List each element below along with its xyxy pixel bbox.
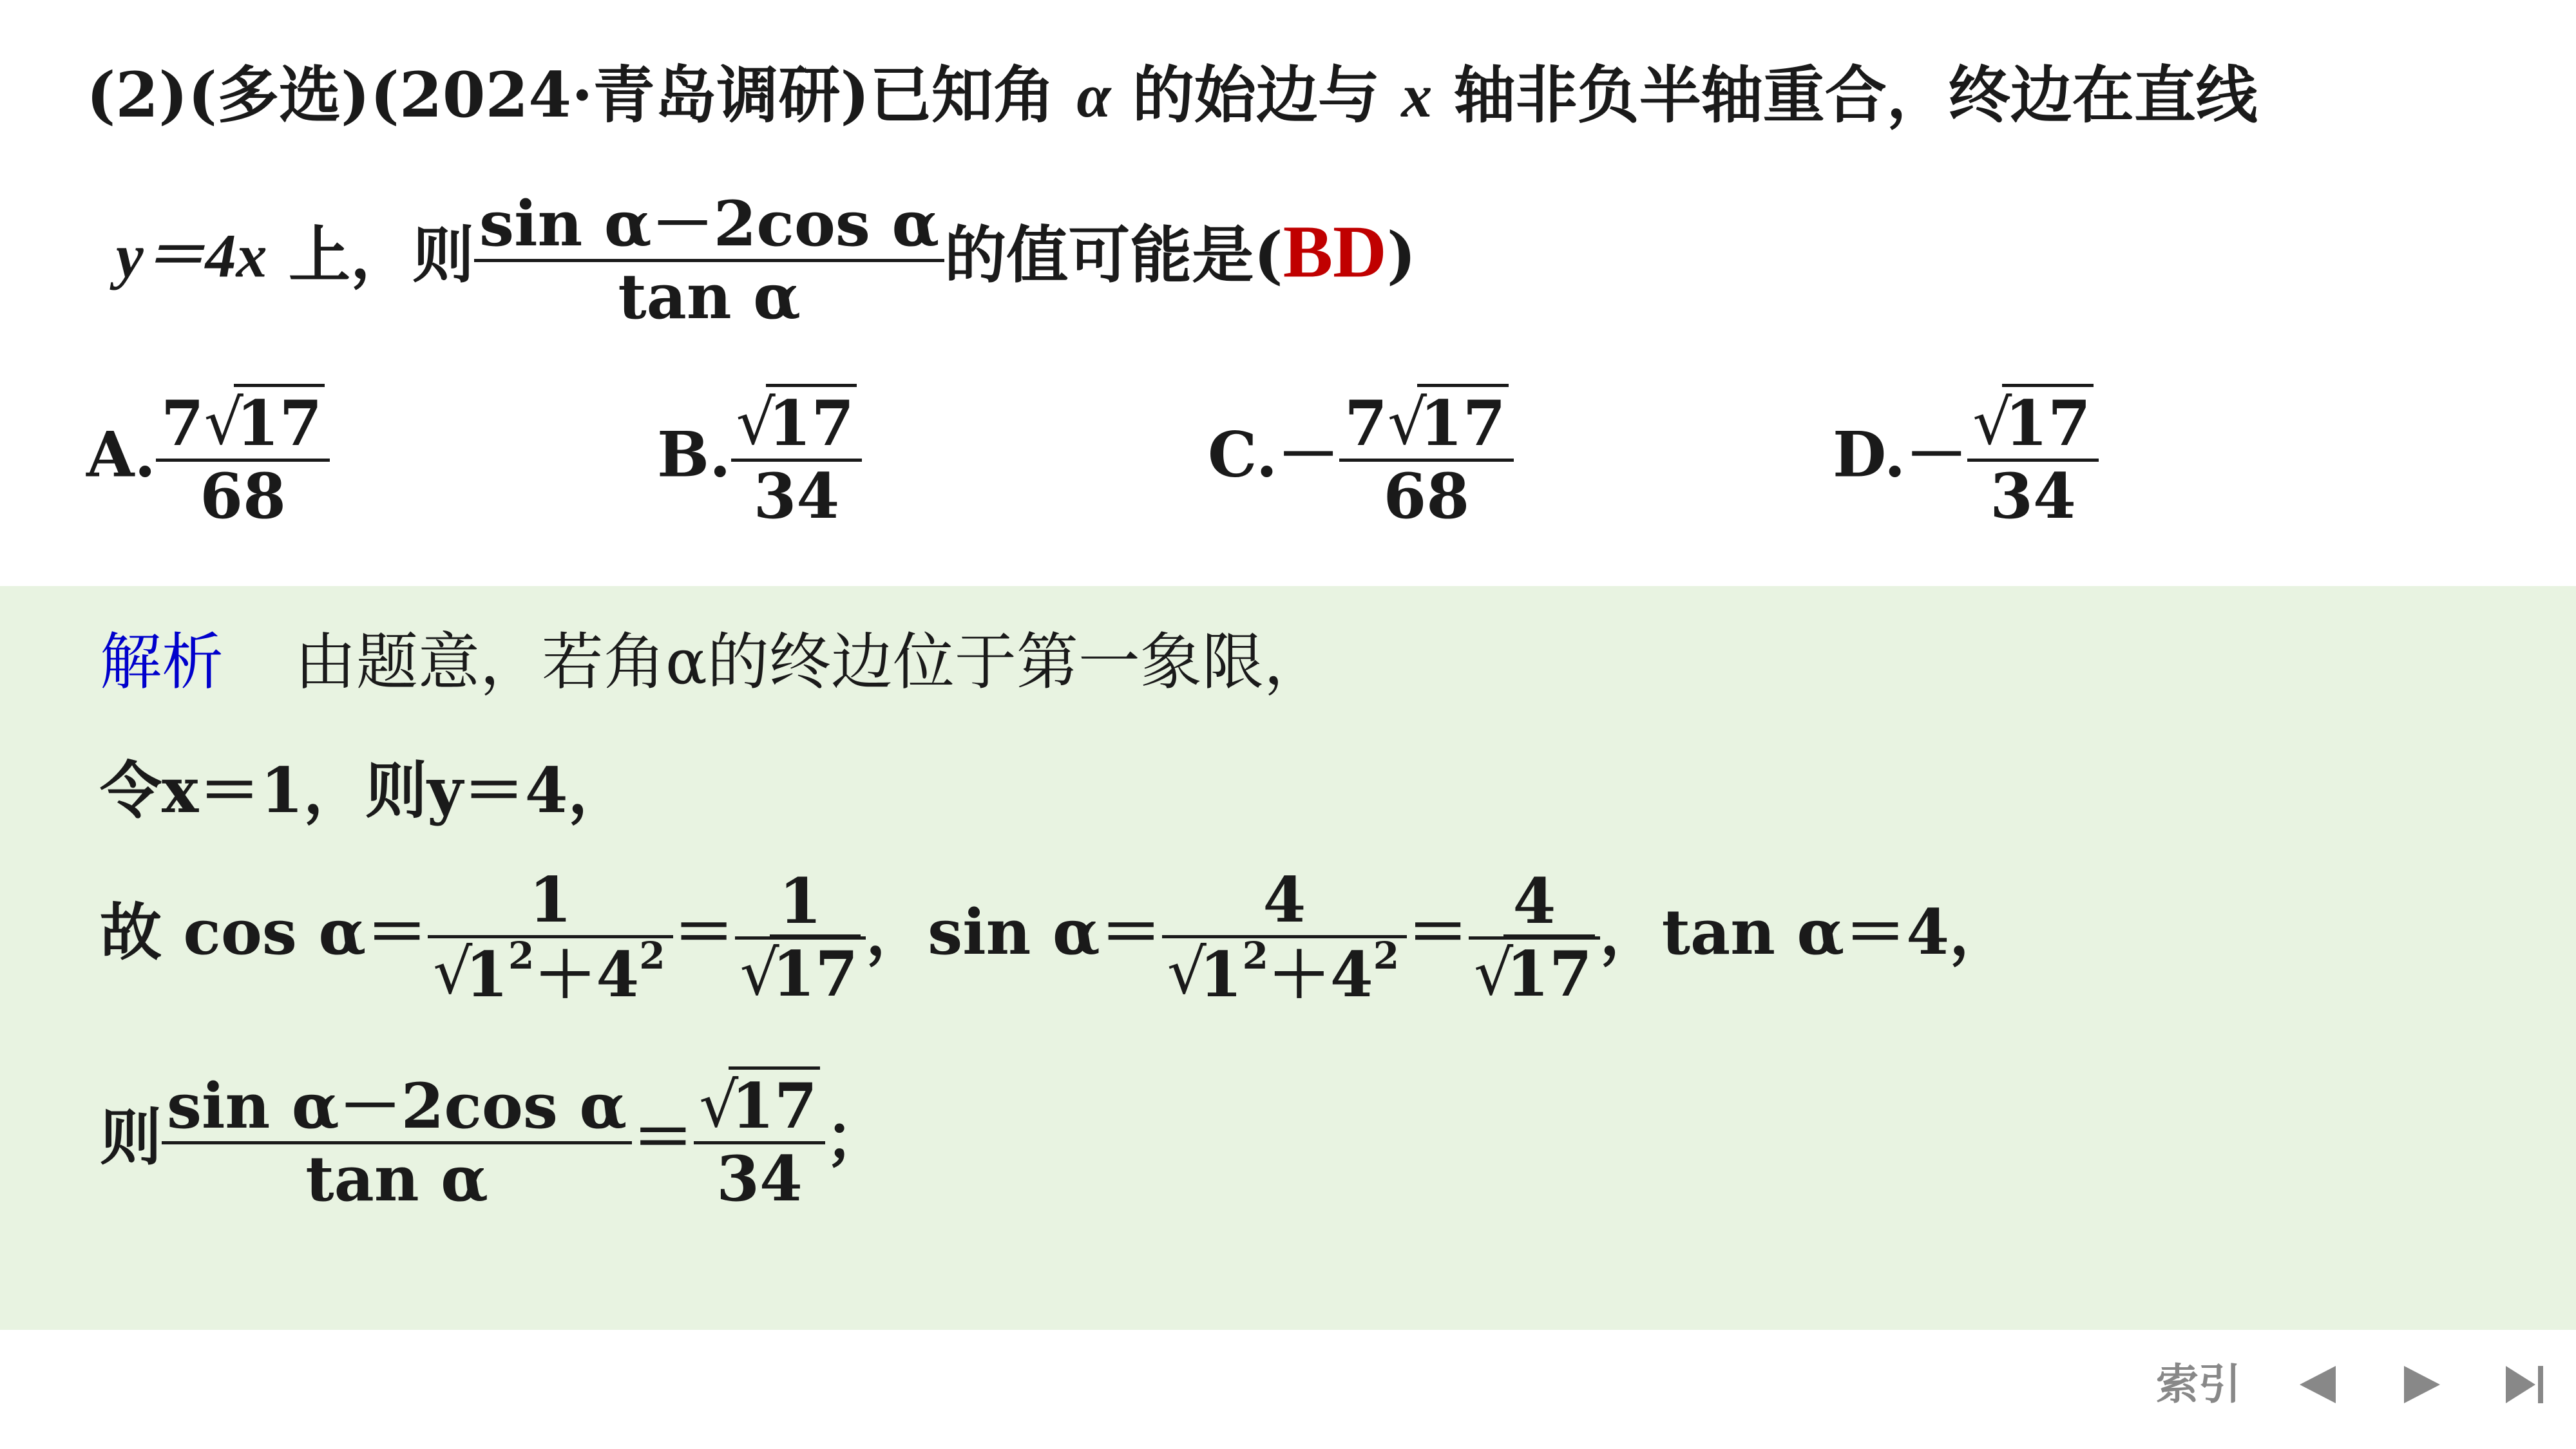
equals: ＝: [632, 1101, 694, 1174]
denominator: tan α: [305, 1142, 488, 1215]
question-close: ): [1386, 218, 1417, 292]
solution-panel: [0, 586, 2576, 1330]
next-button[interactable]: [2396, 1359, 2447, 1410]
radicand: 17: [1417, 384, 1509, 460]
solution-line-2: [100, 754, 630, 827]
option-denominator: 34: [1990, 460, 2076, 533]
sqrt: √ $1^2+4^2$: [1167, 942, 1402, 1006]
prev-button[interactable]: [2293, 1359, 2344, 1410]
triangle-right-icon: [2399, 1362, 2444, 1407]
exponent: 2: [639, 934, 665, 978]
ze-label: 则: [100, 1101, 162, 1174]
sqrt: √ 17: [1972, 393, 2094, 455]
slide-nav: [2156, 1359, 2550, 1410]
plus: ＋: [1268, 938, 1330, 1011]
answer-text: BD: [1283, 211, 1387, 294]
plus: ＋: [534, 938, 596, 1011]
question-suffix: 的值可能是(: [944, 218, 1283, 292]
sqrt: √ 17: [740, 943, 861, 1005]
radicand: 17: [2002, 384, 2094, 460]
result-fraction: [162, 1070, 632, 1215]
sqrt: √ 17: [204, 393, 325, 455]
base: 4: [596, 938, 640, 1011]
question-fraction: [474, 187, 944, 333]
question-line-2: [116, 187, 1417, 333]
sqrt: √ 17: [1474, 943, 1595, 1005]
cos-fraction-1: [428, 864, 673, 1011]
option-fraction: [156, 386, 330, 533]
sin-fraction-1: [1162, 864, 1407, 1011]
question-mid-1: 的始边与: [1111, 59, 1402, 131]
solution-line1-text: 由题意，若角α的终边位于第一象限，: [294, 626, 1326, 698]
base: 1: [465, 938, 509, 1011]
option-b[interactable]: [657, 386, 862, 533]
result-value: [694, 1069, 825, 1215]
x-symbol: x: [1401, 61, 1433, 130]
solution-line-3: [100, 864, 2012, 1011]
option-fraction: [1339, 386, 1513, 533]
exponent: 2: [1242, 934, 1268, 978]
option-d[interactable]: [1833, 386, 2099, 533]
solution-line-4: [100, 1069, 887, 1215]
option-label: A.: [86, 418, 156, 491]
base: 4: [1330, 938, 1373, 1011]
tan-value: ，tan α＝4，: [1599, 895, 2012, 969]
solution-line-1: [100, 626, 1326, 698]
option-denominator: 68: [200, 460, 286, 533]
question-line-1: [86, 59, 2258, 131]
exponent: 2: [508, 934, 535, 978]
option-c[interactable]: [1208, 386, 1514, 533]
radicand: 17: [1503, 934, 1595, 1010]
sqrt: √ 17: [699, 1075, 820, 1137]
equals: ＝: [1407, 895, 1469, 969]
option-label: C.: [1208, 418, 1278, 491]
index-link[interactable]: 索引: [2156, 1359, 2241, 1409]
fraction-numerator: sin α－2cos α: [474, 193, 944, 262]
option-sign: －: [1277, 418, 1340, 491]
option-fraction: [731, 386, 863, 533]
option-fraction: [1967, 386, 2099, 533]
exponent: 2: [1373, 934, 1400, 978]
equals: ＝: [673, 895, 735, 969]
cos-fraction-2: [735, 864, 866, 1010]
option-denominator: 34: [753, 460, 840, 533]
solution-label: 解析: [100, 626, 224, 698]
skip-end-icon: [2502, 1362, 2547, 1407]
denominator: 34: [716, 1142, 803, 1215]
question-prefix: (2)(多选)(2024·青岛调研)已知角: [86, 59, 1077, 131]
cos-label: 故 cos α＝: [100, 895, 428, 969]
question-mid-2: 轴非负半轴重合，终边在直线: [1432, 59, 2258, 131]
radicand: 17: [770, 934, 861, 1010]
semicolon: ；: [825, 1101, 887, 1174]
radicand: 17: [766, 384, 857, 460]
radicand: 17: [729, 1066, 820, 1142]
option-label: B.: [657, 418, 731, 491]
option-denominator: 68: [1383, 460, 1470, 533]
last-button[interactable]: [2499, 1359, 2550, 1410]
sin-fraction-2: [1469, 864, 1600, 1010]
triangle-left-icon: [2296, 1362, 2341, 1407]
sin-label: ，sin α＝: [866, 895, 1162, 969]
radicand: 17: [234, 384, 325, 460]
sqrt: √ 17: [736, 393, 857, 455]
option-coef: 7: [1344, 387, 1388, 460]
line-equation: y＝4x: [116, 221, 267, 290]
numerator: 1: [428, 869, 673, 938]
solution-line2-text: 令x＝1，则y＝4，: [100, 754, 630, 827]
option-label: D.: [1833, 418, 1906, 491]
fraction-denominator: tan α: [618, 260, 801, 333]
option-coef: 7: [160, 387, 204, 460]
question-line2-text: 上，则: [267, 218, 475, 292]
numerator: 4: [1162, 869, 1407, 938]
base: 1: [1199, 938, 1243, 1011]
option-a[interactable]: [86, 386, 330, 533]
sqrt: √ $1^2+4^2$: [433, 942, 667, 1006]
numerator: 4: [1469, 871, 1600, 940]
numerator: 1: [735, 871, 866, 940]
sqrt: √ 17: [1388, 393, 1509, 455]
option-sign: －: [1905, 418, 1968, 491]
numerator: sin α－2cos α: [162, 1075, 632, 1144]
alpha-symbol: α: [1076, 61, 1111, 130]
